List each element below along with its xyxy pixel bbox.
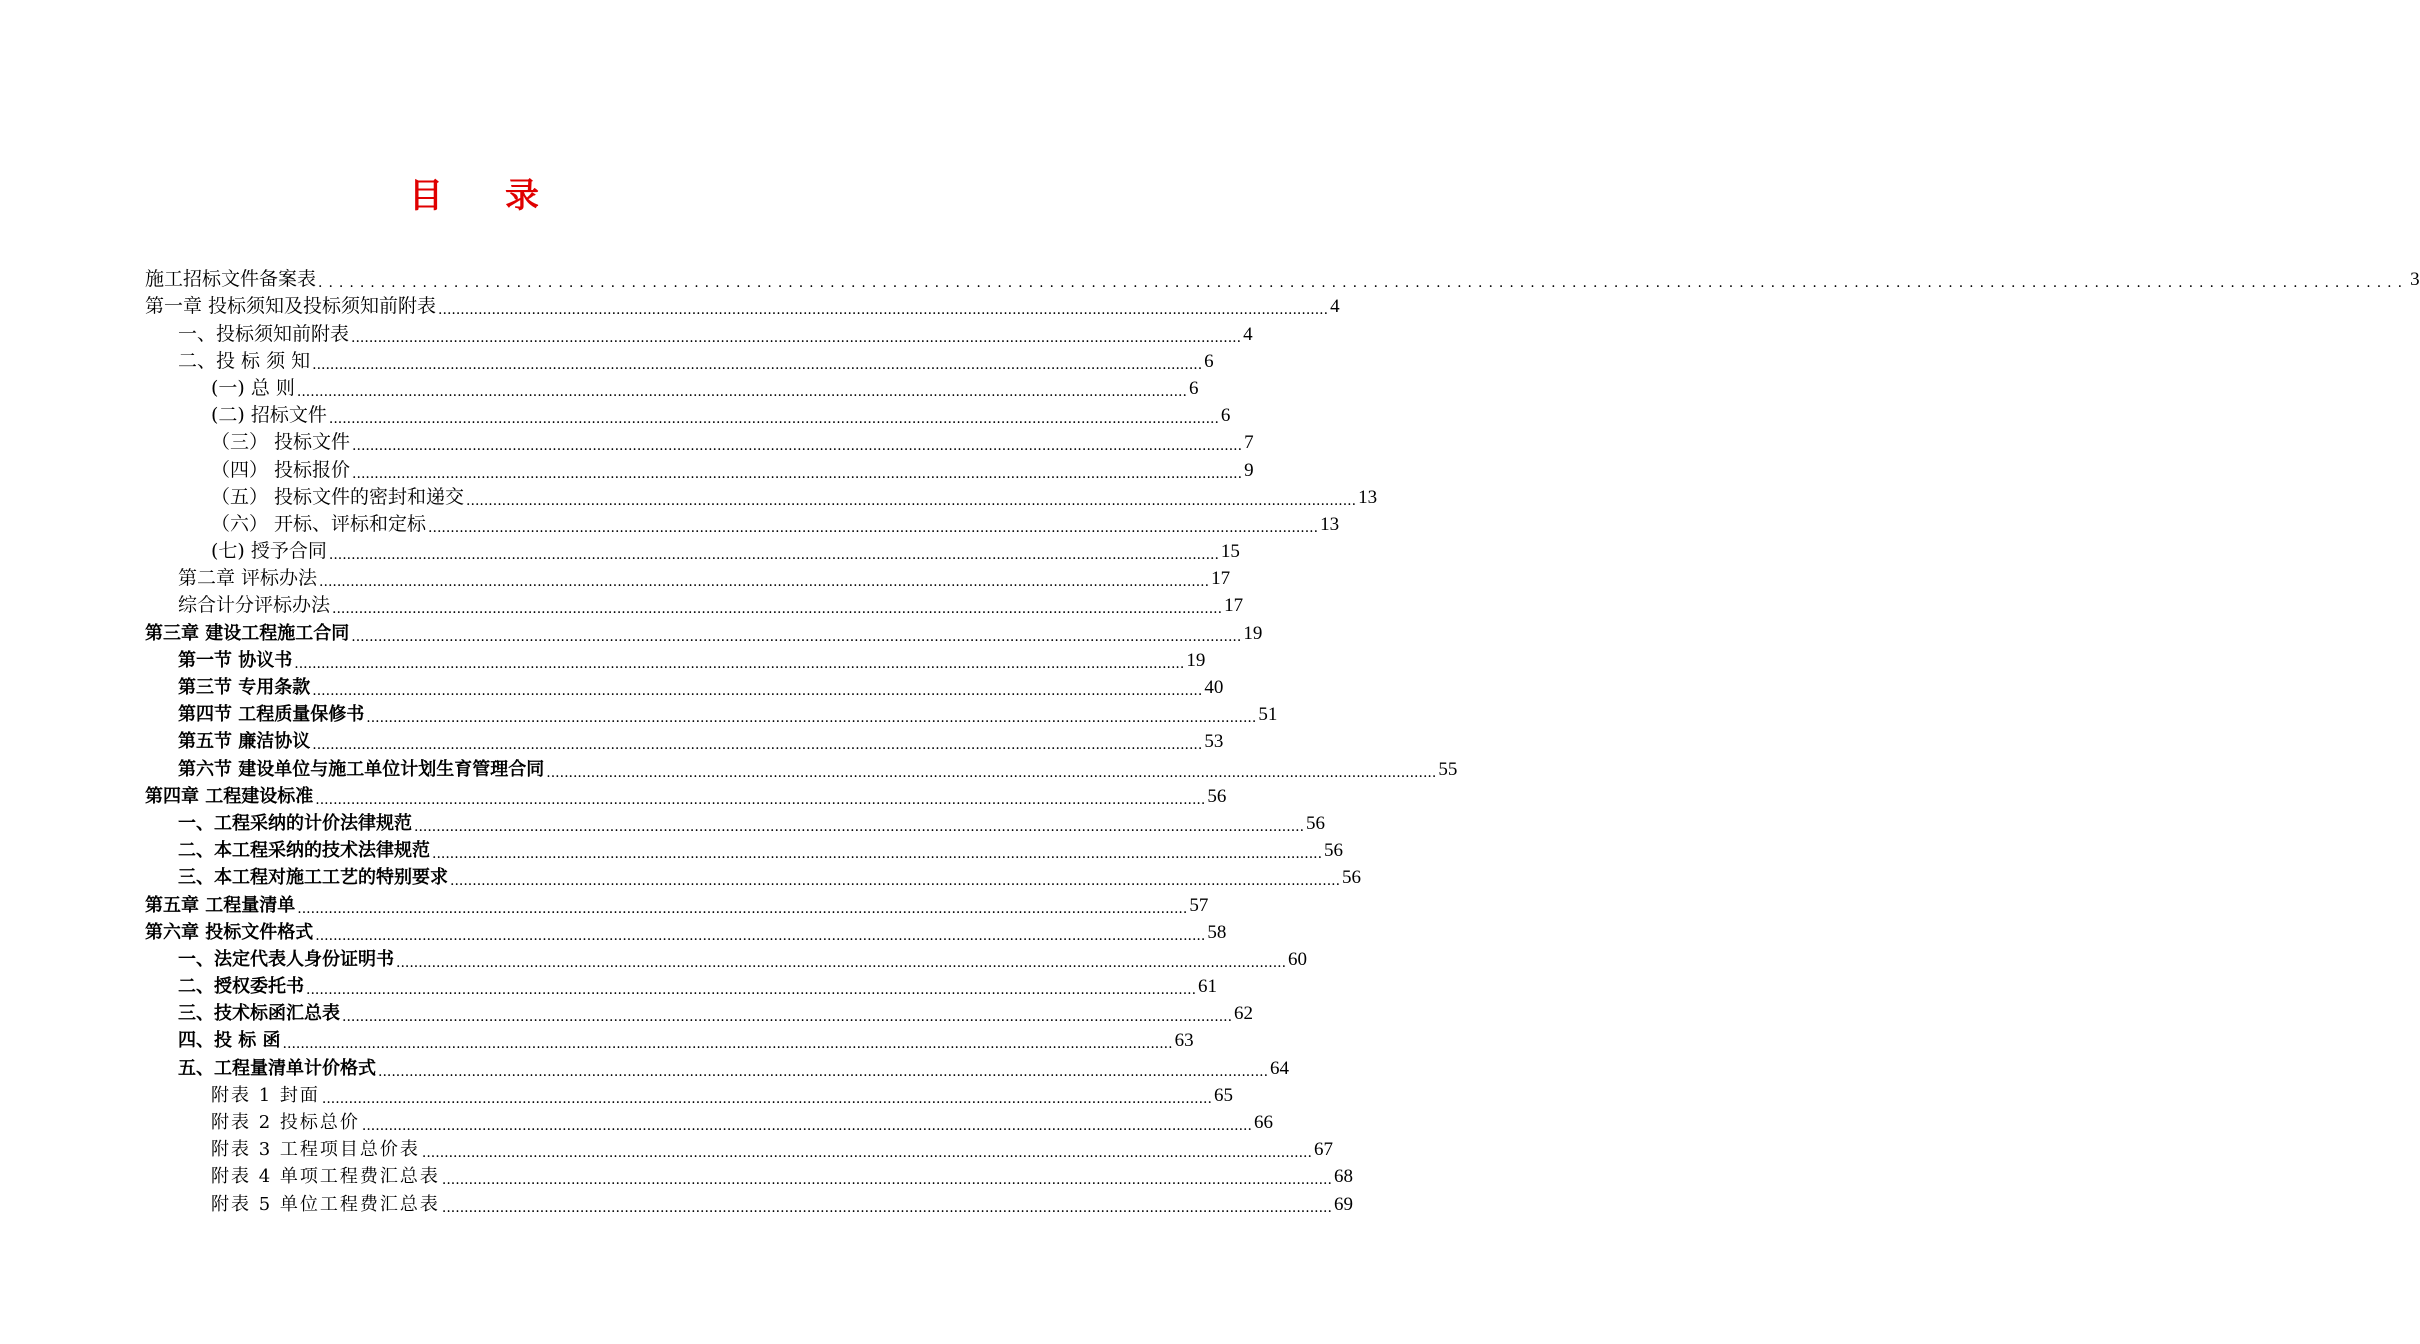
toc-page-number: 53 (1204, 731, 1224, 753)
toc-entry-title: 二、本工程采纳的技术法律规范 (178, 840, 430, 862)
toc-page-number: 69 (1333, 1193, 1353, 1215)
toc-page-number: 66 (1253, 1112, 1273, 1133)
toc-dot-leader: ........................................................................................................................................................................................................ (312, 683, 1203, 699)
toc-page-number: 65 (1213, 1084, 1233, 1106)
toc-dot-leader: ........................................................................................................................................................................................................ (428, 519, 1319, 536)
toc-dot-leader: ........................................................................................................................................................................................................ (315, 927, 1206, 944)
toc-entry[interactable] (145, 810, 1326, 837)
toc-dot-leader: ........................................................................................................................................................................................................ (441, 1199, 1332, 1216)
toc-dot-leader: ........................................................................................................................................................................................................ (441, 1172, 1332, 1189)
toc-entry-title: 第四节 工程质量保修书 (178, 704, 365, 726)
toc-dot-leader: ........................................................................................................................................................................................................ (450, 873, 1341, 890)
toc-entry-title: 一、投标须知前附表 (178, 322, 350, 345)
toc-entry-title: 一、法定代表人身份证明书 (178, 948, 394, 970)
toc-entry-title: 第一章 投标须知及投标须知前附表 (145, 295, 437, 318)
toc-entry-title: 第三章 建设工程施工合同 (145, 622, 350, 644)
toc-entry[interactable] (145, 592, 1244, 619)
toc-dot-leader: ........................................................................................................................................................................................................ (378, 1063, 1269, 1080)
toc-dot-leader: ........................................................................................................................................................................................................ (432, 846, 1323, 863)
toc-entry-title: 第四章 工程建设标准 (145, 785, 314, 807)
toc-page-number: 62 (1234, 1003, 1254, 1025)
toc-entry[interactable] (145, 1054, 1290, 1081)
toc-dot-leader: ........................................................................................................................................................................................................ (306, 982, 1197, 999)
toc-page-number: 56 (1324, 840, 1344, 862)
toc-entry[interactable] (145, 1082, 1233, 1109)
toc-dot-leader: ........................................................................................................................................................................................................ (312, 737, 1203, 754)
toc-entry-title: 施工招标文件备案表 (145, 268, 317, 291)
toc-page-number: 19 (1243, 622, 1263, 644)
toc-dot-leader: ........................................................................................................................................................................................................ (351, 628, 1242, 645)
toc-entry-title: （三） 投标文件 (211, 431, 351, 454)
toc-entry[interactable] (145, 973, 1218, 1000)
toc-entry[interactable] (145, 674, 1224, 701)
toc-entry-title: 第三节 专用条款 (178, 677, 311, 698)
toc-entry[interactable] (145, 701, 1278, 728)
toc-page-number: 3 (2410, 269, 2420, 291)
toc-entry-title: 二、投 标 须 知 (178, 349, 311, 372)
toc-entry[interactable] (145, 511, 1340, 538)
toc-dot-leader: ........................................................................................................................................................................................................ (312, 356, 1203, 373)
toc-entry-title: （四） 投标报价 (211, 458, 351, 481)
toc-dot-leader: ........................................................................................................................................................................................................ (352, 465, 1243, 482)
toc-page-number: 6 (1220, 405, 1231, 427)
toc-entry[interactable] (145, 783, 1227, 810)
toc-entry-title: 附表 2 投标总价 (211, 1112, 360, 1133)
toc-entry[interactable] (145, 728, 1224, 755)
toc-entry-title: 附表 5 单位工程费汇总表 (211, 1193, 440, 1215)
toc-entry[interactable] (145, 1136, 1333, 1163)
title-char-left: 目 (409, 176, 445, 216)
toc-page-number: 4 (1330, 296, 1340, 318)
toc-entry-title: 第五节 廉洁协议 (178, 731, 311, 753)
toc-entry-title: （六） 开标、评标和定标 (211, 512, 427, 535)
toc-page-number: 56 (1306, 812, 1326, 834)
table-of-contents (145, 266, 2420, 1218)
toc-entry[interactable] (145, 647, 1206, 674)
toc-dot-leader: ........................................................................................................................................................................................................ (361, 1118, 1252, 1134)
toc-page-number: 13 (1320, 513, 1340, 535)
toc-entry[interactable] (145, 1190, 1353, 1217)
toc-entry-title: 第六章 投标文件格式 (145, 921, 314, 943)
toc-entry-title: 一、工程采纳的计价法律规范 (178, 812, 412, 834)
toc-entry[interactable] (145, 619, 1263, 646)
toc-entry[interactable] (145, 429, 1254, 456)
toc-dot-leader: ........................................................................................................................................................................................................ (294, 655, 1185, 672)
toc-page-number: 60 (1288, 948, 1308, 970)
toc-dot-leader: ........................................................................................................................................................................................................ (466, 492, 1357, 509)
toc-entry-title: 三、技术标函汇总表 (178, 1003, 340, 1025)
toc-entry-title: 附表 4 单项工程费汇总表 (211, 1166, 440, 1188)
toc-dot-leader: ........................................................................................................................................................................................................ (351, 329, 1242, 346)
toc-entry[interactable] (145, 1109, 1273, 1136)
toc-page-number: 40 (1204, 677, 1224, 698)
toc-entry-title: 四、投 标 函 (178, 1030, 281, 1052)
title-char-right: 录 (505, 176, 541, 216)
toc-dot-leader: ........................................................................................................................................................................................................ (321, 1090, 1212, 1107)
toc-page-number: 63 (1174, 1030, 1194, 1052)
toc-dot-leader: ........................................................................................................................................................................................................ (546, 764, 1437, 781)
toc-dot-leader: ........................................................................................................................................................................................................ (328, 547, 1219, 564)
toc-page-number: 67 (1313, 1139, 1333, 1161)
toc-dot-leader: ........................................................................................................................................................................................................ (328, 411, 1219, 428)
toc-dot-leader: ........................................................................................................................................................................................................ (315, 791, 1206, 808)
toc-dot-leader: ........................................................................................................................................................................................................ (319, 574, 1210, 591)
toc-page-number: 68 (1333, 1166, 1353, 1188)
toc-dot-leader: ........................................................................................................................................................................................................ (297, 900, 1188, 917)
toc-dot-leader: ........................................................................................................................................................................................................ (421, 1145, 1312, 1162)
toc-entry[interactable] (145, 348, 1214, 375)
toc-page-number: 64 (1270, 1057, 1290, 1079)
toc-page-number: 55 (1438, 758, 1458, 780)
toc-dot-leader: ........................................................................................................................................................................................................ (396, 954, 1287, 971)
toc-entry-title: 附表 1 封面 (211, 1084, 320, 1106)
toc-page-number: 4 (1243, 323, 1253, 345)
toc-page-number: 58 (1207, 921, 1227, 943)
toc-entry-title: 第二章 评标办法 (178, 567, 318, 590)
toc-dot-leader: ........................................................................................................................................................................................................ (296, 383, 1187, 400)
toc-entry[interactable] (145, 1027, 1194, 1054)
toc-entry-title: 综合计分评标办法 (178, 594, 331, 617)
toc-entry[interactable] (145, 484, 1378, 511)
toc-dot-leader: ........................................................................................................................................................................................................ (366, 710, 1257, 727)
toc-entry[interactable] (145, 864, 1362, 891)
toc-entry[interactable] (145, 1000, 1254, 1027)
toc-entry-title: (七) 授予合同 (211, 540, 327, 563)
toc-entry[interactable] (145, 919, 1227, 946)
toc-entry-title: （五） 投标文件的密封和递交 (211, 485, 465, 508)
toc-dot-leader: ........................................................................................................................................................................................................ (282, 1036, 1173, 1053)
toc-page-number: 19 (1186, 649, 1206, 671)
toc-page-number: 17 (1211, 568, 1231, 590)
toc-entry[interactable] (145, 538, 1240, 565)
toc-page-number: 6 (1204, 350, 1214, 372)
toc-dot-leader: ........................................................................................................................................................................................................ (332, 601, 1223, 618)
toc-entry-title: 第一节 协议书 (178, 649, 293, 671)
toc-entry[interactable] (145, 375, 1199, 402)
toc-page-number: 15 (1220, 541, 1240, 563)
toc-entry[interactable] (145, 755, 1458, 782)
toc-entry-title: 五、工程量清单计价格式 (178, 1057, 376, 1079)
toc-page-number: 9 (1244, 459, 1254, 481)
toc-page-number: 57 (1189, 894, 1209, 916)
toc-entry-title: 三、本工程对施工工艺的特别要求 (178, 867, 448, 889)
toc-page-number: 61 (1198, 976, 1218, 998)
toc-entry[interactable] (145, 293, 1340, 320)
toc-page-number: 56 (1342, 867, 1362, 889)
toc-page-number: 17 (1224, 595, 1244, 617)
toc-entry-title: 二、授权委托书 (178, 976, 304, 998)
toc-entry[interactable] (145, 891, 1209, 918)
toc-page-number: 56 (1207, 785, 1227, 807)
toc-page-number: 13 (1358, 486, 1378, 508)
toc-entry-title: 附表 3 工程项目总价表 (211, 1139, 420, 1161)
toc-entry-title: (一) 总 则 (211, 376, 295, 399)
toc-dot-leader: ........................................................................................................................................................................................................ (318, 275, 2409, 292)
toc-page-number: 51 (1258, 704, 1278, 726)
toc-entry[interactable] (145, 456, 1254, 483)
toc-entry-title: (二) 招标文件 (211, 404, 327, 427)
toc-dot-leader: ........................................................................................................................................................................................................ (438, 302, 1329, 319)
toc-entry[interactable] (145, 320, 1253, 347)
toc-entry[interactable] (145, 402, 1231, 429)
toc-dot-leader: ........................................................................................................................................................................................................ (414, 818, 1305, 835)
toc-page-number: 7 (1244, 432, 1254, 454)
toc-entry[interactable] (145, 837, 1344, 864)
toc-entry[interactable] (145, 565, 1231, 592)
toc-dot-leader: ........................................................................................................................................................................................................ (352, 438, 1243, 455)
toc-entry-title: 第六节 建设单位与施工单位计划生育管理合同 (178, 758, 545, 780)
toc-entry[interactable] (145, 1163, 1353, 1190)
page-title (0, 168, 950, 217)
toc-entry-title: 第五章 工程量清单 (145, 894, 296, 916)
toc-entry[interactable] (145, 266, 2420, 293)
toc-page-number: 6 (1188, 377, 1199, 399)
toc-dot-leader: ........................................................................................................................................................................................................ (342, 1009, 1233, 1026)
toc-entry[interactable] (145, 946, 1308, 973)
